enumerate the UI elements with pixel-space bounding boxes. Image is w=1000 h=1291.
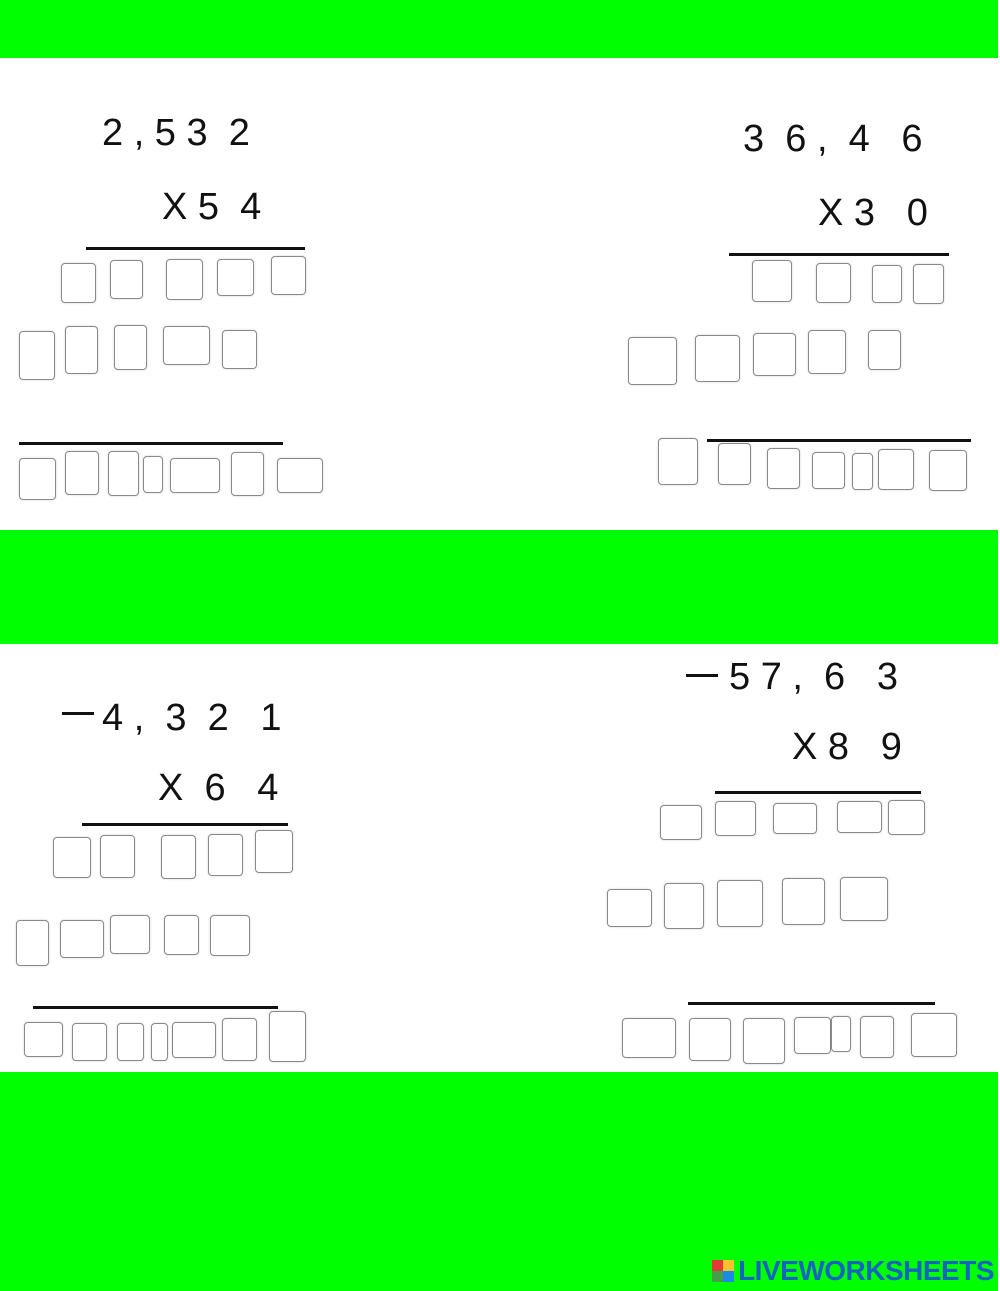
answer-box[interactable] [210, 915, 250, 956]
problem-2-top-number: 3 6 , 4 6 [743, 118, 923, 160]
answer-box[interactable] [695, 335, 740, 382]
problem-2-product-rule [729, 253, 949, 256]
answer-box[interactable] [718, 443, 751, 485]
liveworksheets-logo [712, 1255, 994, 1287]
answer-box[interactable] [255, 830, 293, 873]
answer-box[interactable] [19, 458, 56, 500]
answer-box[interactable] [840, 877, 888, 921]
answer-box[interactable] [161, 835, 196, 879]
answer-box[interactable] [715, 801, 756, 836]
answer-box[interactable] [110, 915, 150, 954]
answer-box[interactable] [929, 450, 967, 491]
answer-box[interactable] [100, 835, 135, 878]
problem-4-negative-sign [686, 674, 718, 677]
answer-box[interactable] [53, 837, 91, 878]
answer-box[interactable] [911, 1013, 957, 1057]
answer-box[interactable] [812, 452, 845, 489]
answer-box[interactable] [65, 326, 98, 374]
answer-box[interactable] [872, 265, 902, 303]
liveworksheets-logo-icon [712, 1260, 734, 1282]
problem-2-multiplier: X 3 0 [818, 192, 928, 234]
answer-box[interactable] [852, 453, 873, 490]
answer-box[interactable] [628, 337, 677, 385]
answer-box[interactable] [808, 330, 846, 374]
answer-box[interactable] [269, 1011, 306, 1062]
answer-box[interactable] [110, 260, 143, 299]
answer-box[interactable] [222, 330, 257, 369]
answer-box[interactable] [622, 1018, 676, 1058]
answer-box[interactable] [837, 801, 882, 833]
answer-box[interactable] [767, 448, 800, 489]
answer-box[interactable] [172, 1022, 216, 1058]
answer-box[interactable] [831, 1016, 851, 1052]
answer-box[interactable] [773, 803, 817, 834]
answer-box[interactable] [689, 1018, 731, 1061]
answer-box[interactable] [24, 1022, 63, 1057]
answer-box[interactable] [717, 880, 763, 927]
problem-3-top-number: 4 , 3 2 1 [102, 697, 282, 739]
answer-box[interactable] [660, 805, 702, 840]
problem-1-sum-rule [19, 442, 283, 445]
answer-box[interactable] [164, 915, 199, 955]
answer-box[interactable] [658, 438, 698, 485]
answer-box[interactable] [166, 259, 203, 300]
answer-box[interactable] [753, 333, 796, 376]
answer-box[interactable] [752, 260, 792, 302]
answer-box[interactable] [860, 1016, 894, 1058]
answer-box[interactable] [913, 264, 944, 304]
answer-box[interactable] [151, 1023, 168, 1061]
problem-4-top-number: 5 7 , 6 3 [729, 656, 898, 698]
answer-box[interactable] [868, 330, 901, 370]
top-green-band [0, 0, 998, 58]
answer-box[interactable] [19, 331, 55, 380]
answer-box[interactable] [271, 256, 306, 295]
answer-box[interactable] [61, 263, 96, 303]
answer-box[interactable] [170, 458, 220, 493]
problem-3-multiplier: X 6 4 [158, 767, 279, 809]
answer-box[interactable] [878, 449, 914, 490]
problem-4-product-rule [715, 791, 921, 794]
problem-3-product-rule [82, 823, 288, 826]
answer-box[interactable] [117, 1023, 144, 1061]
answer-box[interactable] [231, 452, 264, 496]
problem-4-multiplier: X 8 9 [792, 726, 902, 768]
answer-box[interactable] [217, 259, 254, 296]
problem-2-sum-rule [707, 439, 971, 442]
problem-4-sum-rule [688, 1002, 935, 1005]
answer-box[interactable] [163, 326, 210, 365]
answer-box[interactable] [607, 889, 652, 927]
answer-box[interactable] [65, 451, 99, 495]
answer-box[interactable] [888, 800, 925, 835]
problem-3-sum-rule [33, 1006, 278, 1009]
problem-3-negative-sign [62, 712, 94, 715]
answer-box[interactable] [60, 920, 104, 958]
answer-box[interactable] [664, 883, 704, 929]
answer-box[interactable] [816, 263, 851, 303]
answer-box[interactable] [208, 834, 243, 876]
answer-box[interactable] [108, 451, 139, 496]
middle-green-band [0, 530, 998, 644]
logo-text: LIVEWORKSHEETS [738, 1255, 994, 1286]
problem-1-product-rule [86, 247, 305, 250]
answer-box[interactable] [277, 458, 323, 493]
answer-box[interactable] [143, 456, 163, 493]
answer-box[interactable] [72, 1023, 107, 1061]
problem-1-multiplier: X 5 4 [162, 186, 262, 228]
answer-box[interactable] [743, 1018, 785, 1064]
answer-box[interactable] [114, 325, 147, 370]
answer-box[interactable] [16, 920, 49, 966]
answer-box[interactable] [794, 1017, 831, 1054]
problem-1-top-number: 2 , 5 3 2 [102, 112, 250, 154]
answer-box[interactable] [782, 878, 825, 925]
answer-box[interactable] [222, 1018, 257, 1061]
